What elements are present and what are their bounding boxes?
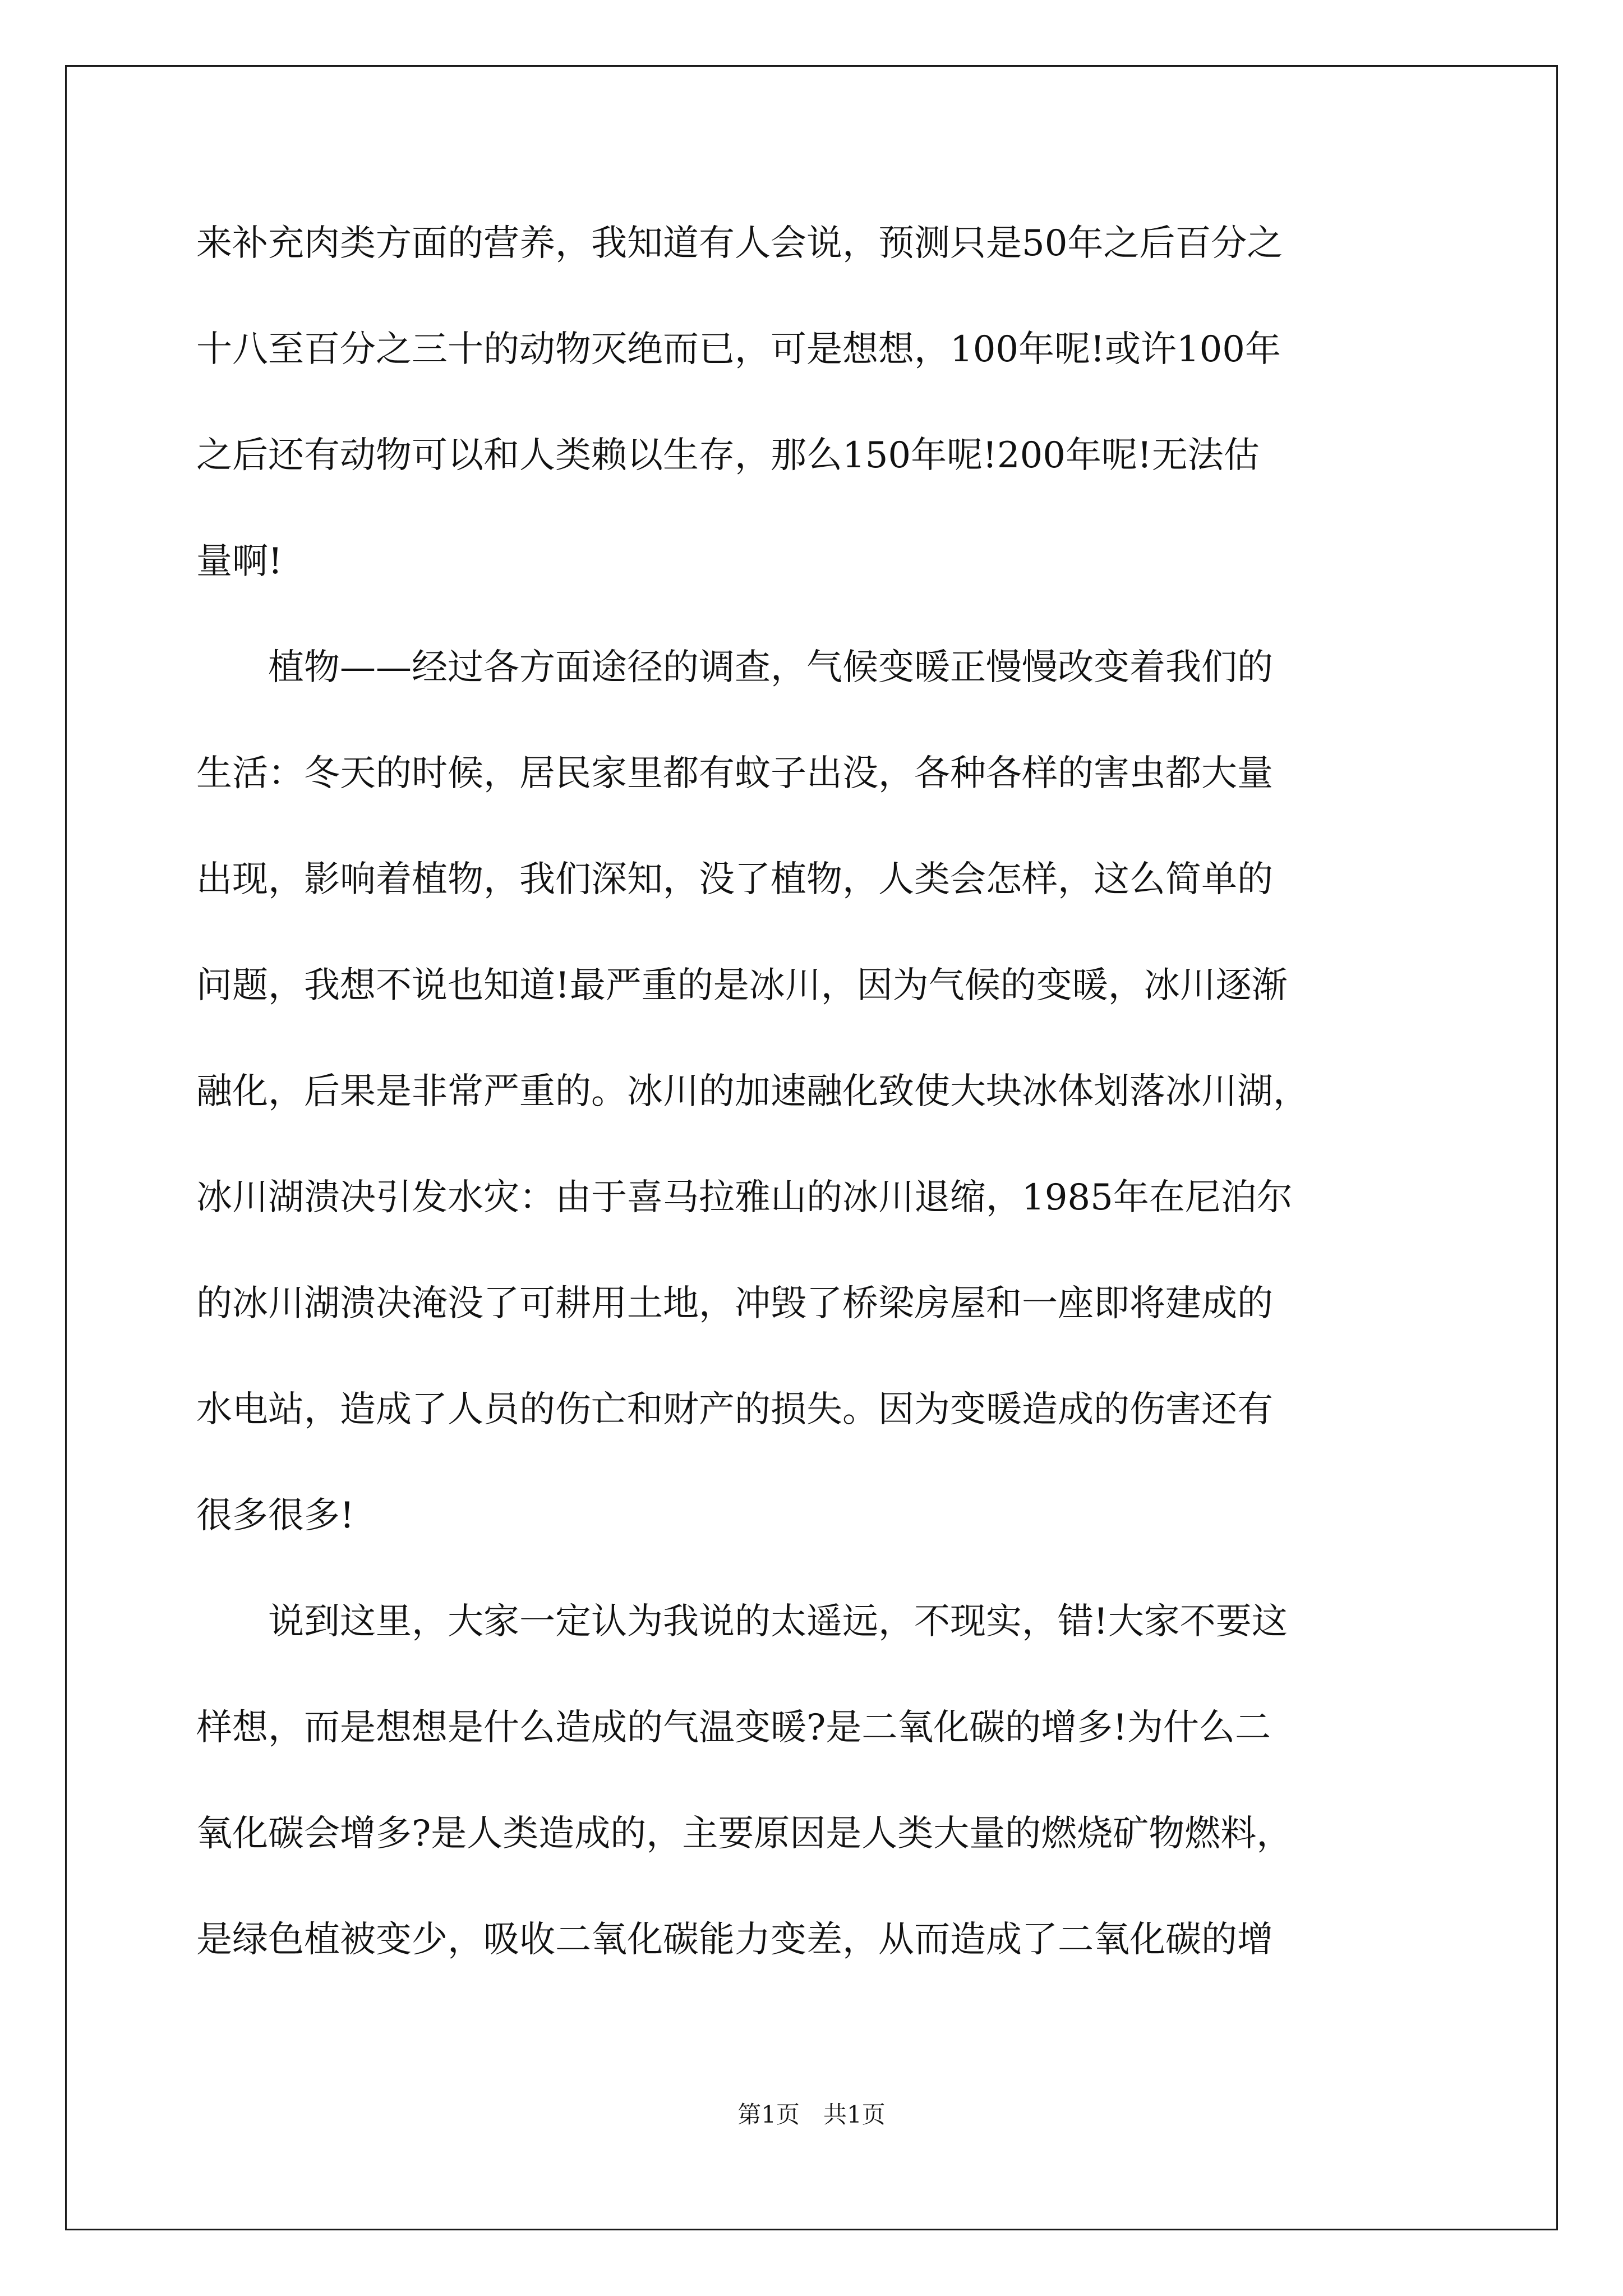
text-line: 出现，影响着植物，我们深知，没了植物，人类会怎样，这么简单的 [196,859,1273,900]
text-line: 生活：冬天的时候，居民家里都有蚊子出没，各种各样的害虫都大量 [196,753,1273,794]
text-line: 问题，我想不说也知道!最严重的是冰川，因为气候的变暖，冰川逐渐 [196,965,1288,1006]
text-line: 融化，后果是非常严重的。冰川的加速融化致使大块冰体划落冰川湖， [196,1071,1309,1112]
text-line: 十八至百分之三十的动物灭绝而已，可是想想，100年呢!或许100年 [196,329,1281,370]
page-number-footer: 第1页 共1页 [737,2101,886,2128]
text-line: 量啊! [196,541,283,582]
text-line: 很多很多! [196,1495,354,1536]
text-line: 冰川湖溃决引发水灾：由于喜马拉雅山的冰川退缩，1985年在尼泊尔 [196,1177,1293,1218]
text-line: 氧化碳会增多?是人类造成的，主要原因是人类大量的燃烧矿物燃料， [196,1813,1293,1855]
text-line: 之后还有动物可以和人类赖以生存，那么150年呢!200年呢!无法估 [196,435,1260,476]
text-line: 来补充肉类方面的营养，我知道有人会说，预测只是50年之后百分之 [196,223,1283,264]
text-line: 水电站，造成了人员的伤亡和财产的损失。因为变暖造成的伤害还有 [196,1389,1273,1430]
document-body [196,191,1436,1993]
text-line: 样想，而是想想是什么造成的气温变暖?是二氧化碳的增多!为什么二 [196,1707,1271,1749]
paragraph-start-line: 说到这里，大家一定认为我说的太遥远，不现实，错!大家不要这 [268,1601,1288,1642]
text-line: 是绿色植被变少，吸收二氧化碳能力变差，从而造成了二氧化碳的增 [196,1919,1273,1961]
text-line: 的冰川湖溃决淹没了可耕用土地，冲毁了桥梁房屋和一座即将建成的 [196,1283,1273,1324]
paragraph-start-line: 植物——经过各方面途径的调查，气候变暖正慢慢改变着我们的 [268,647,1273,688]
